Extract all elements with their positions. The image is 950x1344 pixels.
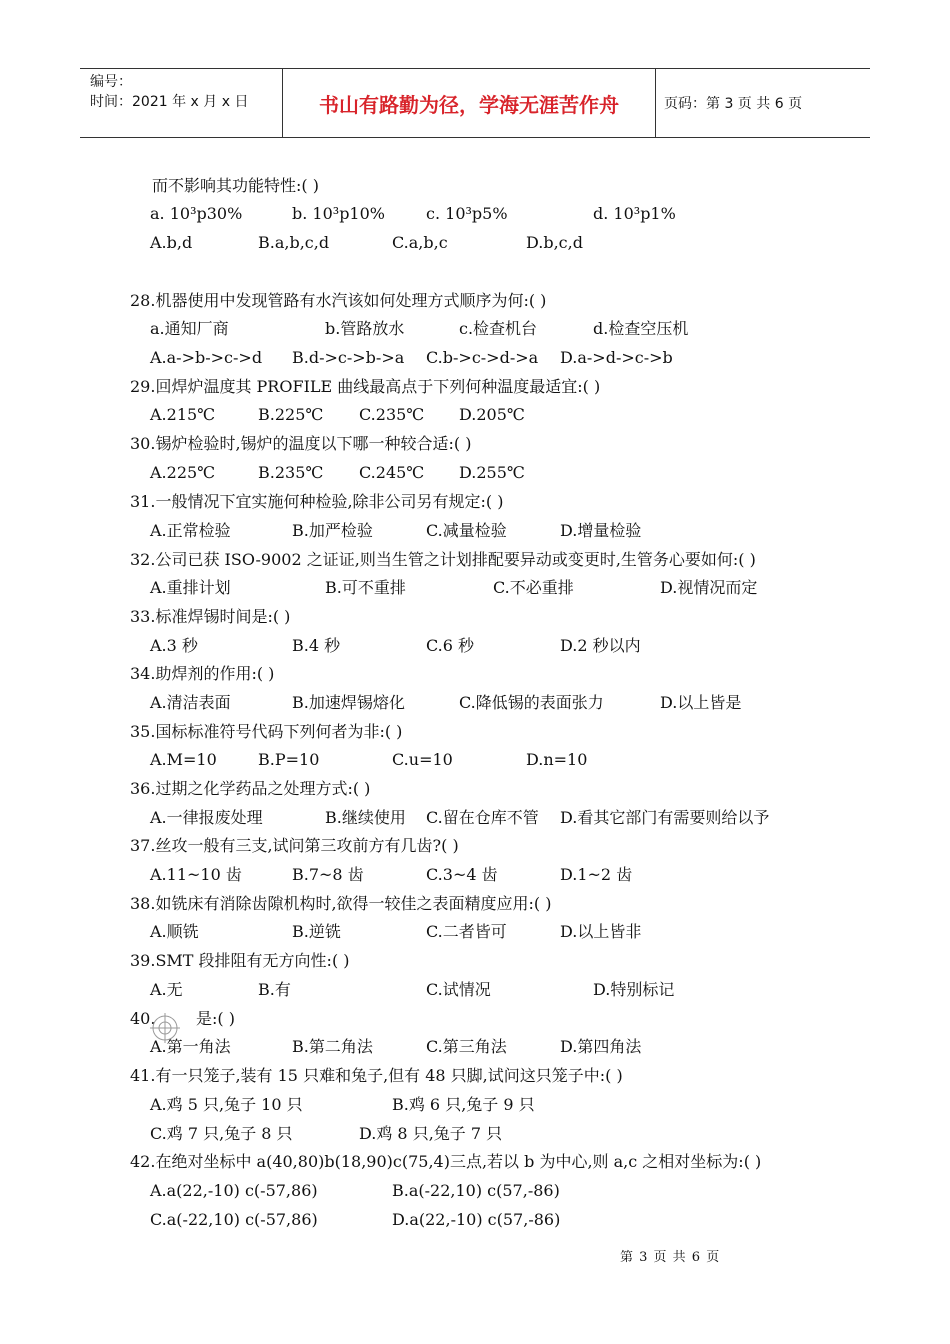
text-line: [0, 1122, 950, 1146]
text-line: [0, 662, 950, 686]
option-text: C.a,b,c: [392, 233, 448, 252]
text-line: [0, 978, 950, 1002]
option-text: B.第二角法: [292, 1037, 373, 1056]
line-text: C.鸡 7 只,兔子 8 只: [150, 1124, 293, 1143]
option-text: B.逆铣: [292, 922, 341, 941]
line-text: A.正常检验: [150, 521, 231, 540]
text-line: [0, 1035, 950, 1059]
text-line: [0, 231, 950, 255]
option-text: b.管路放水: [325, 319, 405, 338]
line-text: A.顺铣: [150, 922, 199, 941]
option-text: D.第四角法: [560, 1037, 642, 1056]
option-text: D.特别标记: [593, 980, 675, 999]
text-line: [0, 403, 950, 427]
option-text: C.235℃: [359, 405, 425, 424]
option-text: C.留在仓库不管: [426, 808, 539, 827]
option-text: c. 10³p5%: [426, 204, 508, 223]
option-text: C.u=10: [392, 750, 453, 769]
number-label: 编号：: [90, 74, 132, 90]
line-text: A.一律报废处理: [150, 808, 263, 827]
text-line: [0, 863, 950, 887]
line-text: A.a(22,-10) c(-57,86): [150, 1181, 318, 1200]
time-label: 时间：2021 年 x 月 x 日: [90, 94, 249, 110]
option-text: B.225℃: [258, 405, 324, 424]
text-line: [0, 605, 950, 629]
option-text: D.看其它部门有需要则给以予: [560, 808, 770, 827]
option-text: C.b->c->d->a: [426, 348, 539, 367]
text-line: [0, 777, 950, 801]
line-text: 29.回焊炉温度其 PROFILE 曲线最高点于下列何种温度最适宜:( ): [130, 377, 601, 396]
text-line: [0, 519, 950, 543]
line-text: A.b,d: [150, 233, 193, 252]
line-text: 35.国标标准符号代码下列何者为非:( ): [130, 722, 403, 741]
text-line: [0, 375, 950, 399]
text-line: [0, 576, 950, 600]
option-text: B.加速焊锡熔化: [292, 693, 405, 712]
option-text: D.a(22,-10) c(57,-86): [392, 1210, 561, 1229]
line-text: A.3 秒: [150, 636, 198, 655]
line-text: 37.丝攻一般有三支,试问第三攻前方有几齿?( ): [130, 836, 459, 855]
line-text: A.M=10: [150, 750, 217, 769]
option-text: B.a,b,c,d: [258, 233, 330, 252]
line-text: A.清洁表面: [150, 693, 231, 712]
text-line: [0, 1093, 950, 1117]
option-text: B.继续使用: [325, 808, 406, 827]
line-text: A.11~10 齿: [150, 865, 242, 884]
line-text: 38.如铣床有消除齿隙机构时,欲得一较佳之表面精度应用:( ): [130, 894, 552, 913]
option-text: B.有: [258, 980, 291, 999]
option-text: C.降低锡的表面张力: [459, 693, 604, 712]
text-line: [0, 432, 950, 456]
option-text: C.245℃: [359, 463, 425, 482]
option-text: B.a(-22,10) c(57,-86): [392, 1181, 560, 1200]
text-line: [0, 949, 950, 973]
line-text: A.225℃: [150, 463, 216, 482]
option-text: C.3~4 齿: [426, 865, 498, 884]
page-footer: 第 3 页 共 6 页: [620, 1250, 721, 1265]
text-line: [0, 490, 950, 514]
line-text: A.第一角法: [150, 1037, 231, 1056]
text-line: [0, 634, 950, 658]
option-text: C.6 秒: [426, 636, 475, 655]
line-text: 39.SMT 段排阻有无方向性:( ): [130, 951, 350, 970]
line-text: 32.公司已获 ISO-9002 之证证,则当生管之计划排配要异动或变更时,生管务心要如何:( ): [130, 550, 756, 569]
text-line: [0, 1208, 950, 1232]
option-text: B.d->c->b->a: [292, 348, 405, 367]
line-text: C.a(-22,10) c(-57,86): [150, 1210, 318, 1229]
option-text: 是:( ): [196, 1009, 235, 1028]
line-text: 41.有一只笼子,装有 15 只难和兔子,但有 48 只脚,试问这只笼子中:( ): [130, 1066, 623, 1085]
option-text: B.可不重排: [325, 578, 406, 597]
option-text: C.第三角法: [426, 1037, 507, 1056]
option-text: C.不必重排: [493, 578, 574, 597]
text-line: [0, 691, 950, 715]
option-text: D.增量检验: [560, 521, 642, 540]
option-text: D.2 秒以内: [560, 636, 641, 655]
line-text: 28.机器使用中发现管路有水汽该如何处理方式顺序为何:( ): [130, 291, 547, 310]
option-text: D.205℃: [459, 405, 525, 424]
text-line: [0, 346, 950, 370]
text-line: [0, 748, 950, 772]
option-text: D.b,c,d: [526, 233, 583, 252]
line-text: 而不影响其功能特性:( ): [152, 176, 319, 195]
text-line: [0, 720, 950, 744]
option-text: D.视情况而定: [660, 578, 758, 597]
line-text: a.通知厂商: [150, 319, 229, 338]
text-line: [0, 317, 950, 341]
text-line: [0, 806, 950, 830]
text-line: [0, 289, 950, 313]
option-text: D.以上皆是: [660, 693, 742, 712]
line-text: a. 10³p30%: [150, 204, 243, 223]
option-text: B.235℃: [258, 463, 324, 482]
option-text: B.P=10: [258, 750, 320, 769]
text-line: [0, 461, 950, 485]
option-text: D.以上皆非: [560, 922, 642, 941]
line-text: A.鸡 5 只,兔子 10 只: [150, 1095, 303, 1114]
header-page-info: 页码：第 3 页 共 6 页: [664, 96, 803, 112]
line-text: 40.: [130, 1009, 156, 1028]
option-text: D.a->d->c->b: [560, 348, 673, 367]
text-line: [0, 202, 950, 226]
text-line: [0, 1150, 950, 1174]
text-line: [0, 1179, 950, 1203]
line-text: 31.一般情况下宜实施何种检验,除非公司另有规定:( ): [130, 492, 504, 511]
option-text: C.二者皆可: [426, 922, 507, 941]
text-line: [0, 892, 950, 916]
line-text: 33.标准焊锡时间是:( ): [130, 607, 291, 626]
option-text: D.1~2 齿: [560, 865, 633, 884]
text-line: [0, 920, 950, 944]
line-text: 30.锡炉检验时,锡炉的温度以下哪一种较合适:( ): [130, 434, 472, 453]
text-line: [0, 1064, 950, 1088]
seal-icon: [150, 1013, 180, 1043]
option-text: B.加严检验: [292, 521, 373, 540]
text-line: [0, 1007, 950, 1031]
line-text: 42.在绝对坐标中 a(40,80)b(18,90)c(75,4)三点,若以 b 为中心,则 a,c 之相对坐标为:( ): [130, 1152, 762, 1171]
option-text: C.减量检验: [426, 521, 507, 540]
option-text: C.试情况: [426, 980, 491, 999]
option-text: B.鸡 6 只,兔子 9 只: [392, 1095, 535, 1114]
line-text: A.a->b->c->d: [150, 348, 263, 367]
header-motto: 书山有路勤为径，学海无涯苦作舟: [282, 69, 656, 137]
option-text: b. 10³p10%: [292, 204, 385, 223]
option-text: d. 10³p1%: [593, 204, 676, 223]
text-line: [0, 548, 950, 572]
option-text: D.鸡 8 只,兔子 7 只: [359, 1124, 503, 1143]
line-text: 36.过期之化学药品之处理方式:( ): [130, 779, 371, 798]
text-line: [0, 834, 950, 858]
text-line: [0, 174, 950, 198]
option-text: B.7~8 齿: [292, 865, 364, 884]
option-text: D.255℃: [459, 463, 525, 482]
option-text: d.检查空压机: [593, 319, 689, 338]
line-text: 34.助焊剂的作用:( ): [130, 664, 275, 683]
line-text: A.重排计划: [150, 578, 231, 597]
option-text: B.4 秒: [292, 636, 341, 655]
option-text: D.n=10: [526, 750, 588, 769]
option-text: c.检查机台: [459, 319, 538, 338]
line-text: A.215℃: [150, 405, 216, 424]
line-text: A.无: [150, 980, 183, 999]
